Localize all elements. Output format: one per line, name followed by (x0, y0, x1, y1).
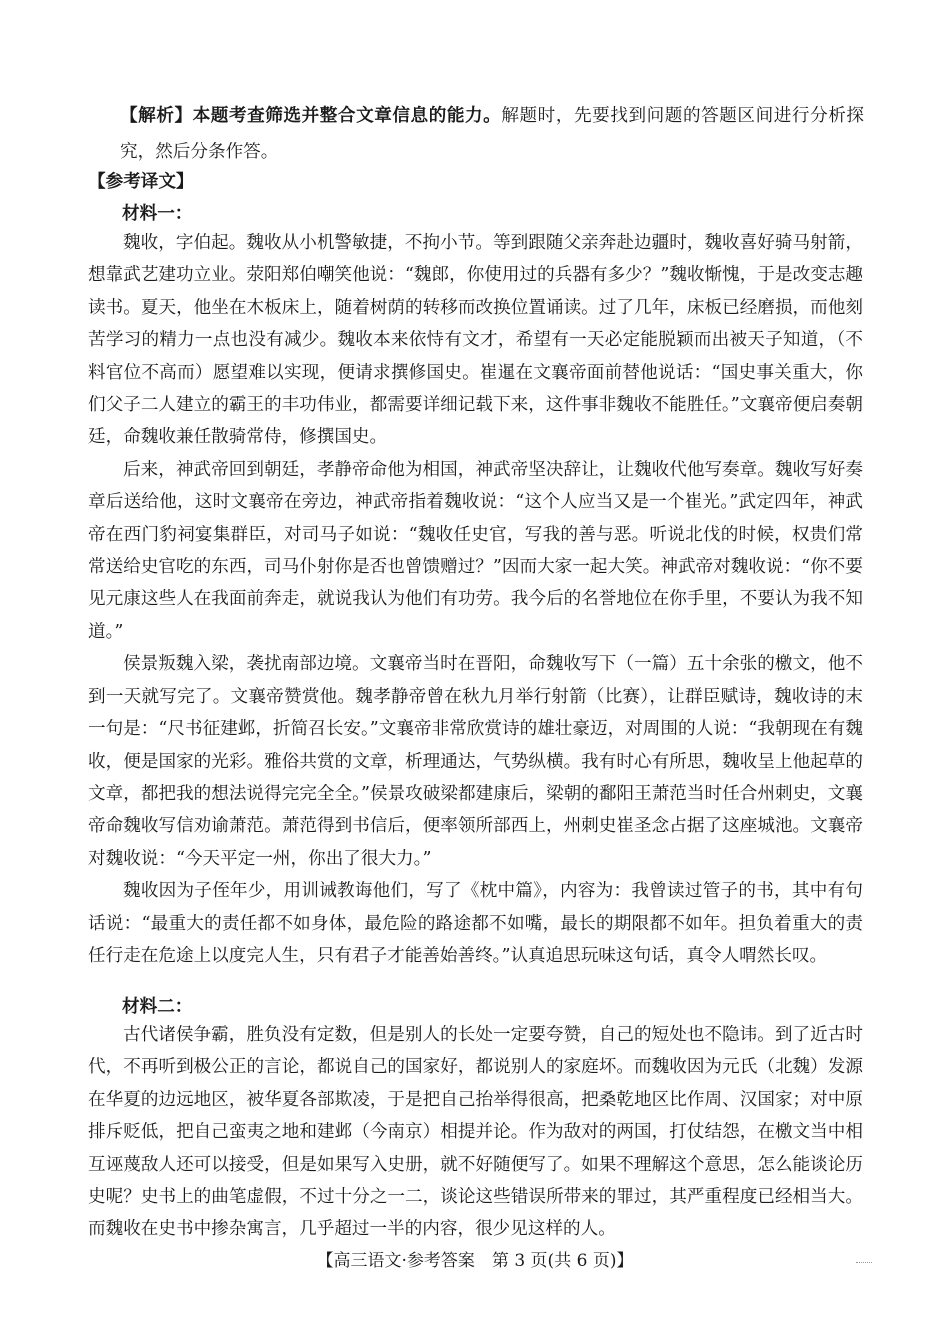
material1-paragraph: 后来，神武帝回到朝廷，孝静帝命他为相国，神武帝坚决辞让，让魏收代他写奏章。魏收写好奏章后送给他，这时文襄帝在旁边，神武帝指着魏收说：“这个人应当又是一个崔光。”武定四年，神武帝在西门豹祠宴集群臣，对司马子如说：“魏收任史官，写我的善与恶。听说北伐的时候，权贵们常常送给史官吃的东西，司马仆射你是否也曾馈赠过？”因而大家一起大笑。神武帝对魏收说：“你不要见元康这些人在我面前奔走，就说我认为他们有功劳。我今后的名誉地位在你手里，不要认为我不知道。” (88, 459, 863, 642)
material1-paragraph: 侯景叛魏入梁，袭扰南部边境。文襄帝当时在晋阳，命魏收写下（一篇）五十余张的檄文，他不到一天就写完了。文襄帝赞赏他。魏孝静帝曾在秋九月举行射箭（比赛），让群臣赋诗，魏收诗的末一句是：“尺书征建邺，折简召长安。”文襄帝非常欣赏诗的雄壮豪迈，对周围的人说：“我朝现在有魏收，便是国家的光彩。雅俗共赏的文章，析理通达，气势纵横。我有时心有所思，魏收呈上他起草的文章，都把我的想法说得完完全全。”侯景攻破梁都建康后，梁朝的鄱阳王萧范当时任合州刺史，文襄帝命魏收写信劝谕萧范。萧范得到书信后，便率领所部西上，州刺史崔圣念占据了这座城池。文襄帝对魏收说：“今天平定一州，你出了很大力。” (88, 654, 863, 869)
material1-heading: 材料一： (122, 204, 193, 224)
material1-body (88, 227, 863, 972)
material1-paragraph: 魏收，字伯起。魏收从小机警敏捷，不拘小节。等到跟随父亲奔赴边疆时，魏收喜好骑马射箭，想靠武艺建功立业。荥阳郑伯嘲笑他说：“魏郎，你使用过的兵器有多少？”魏收惭愧，于是改变志趣读书。夏天，他坐在木板床上，随着树荫的转移而改换位置诵读。过了几年，床板已经磨损，而他刻苦学习的精力一点也没有减少。魏收本来依恃有文才，希望有一天必定能脱颖而出被天子知道，（不料官位不高而）愿望难以实现，便请求撰修国史。崔暹在文襄帝面前替他说话：“国史事关重大，你们父子二人建立的霸王的丰功伟业，都需要详细记载下来，这件事非魏收不能胜任。”文襄帝便启奏朝廷，命魏收兼任散骑常侍，修撰国史。 (88, 233, 863, 448)
page-footer: 【高三语文·参考答案 第 3 页(共 6 页)】 (316, 1251, 634, 1271)
analysis-bold-text: 本题考查筛选并整合文章信息的能力。 (192, 106, 502, 126)
analysis-block (120, 98, 864, 170)
translation-heading: 【参考译文】 (88, 172, 194, 192)
material1-paragraph: 魏收因为子侄年少，用训诫教诲他们，写了《枕中篇》，内容为：我曾读过管子的书，其中有句话说：“最重大的责任都不如身体，最危险的路途都不如嘴，最长的期限都不如年。担负着重大的责任行走在危途上以度完人生，只有君子才能善始善终。”认真追思玩味这句话，真令人喟然长叹。 (88, 881, 863, 966)
material2-body (88, 1019, 863, 1246)
corner-mark (856, 1262, 872, 1263)
analysis-label: 【解析】 (120, 106, 193, 126)
material2-paragraph: 古代诸侯争霸，胜负没有定数，但是别人的长处一定要夸赞，自己的短处也不隐讳。到了近古时代，不再听到极公正的言论，都说自己的国家好，都说别人的家庭坏。而魏收因为元氏（北魏）发源在华夏的边远地区，被华夏各部欺凌，于是把自己抬举得很高，把桑乾地区比作周、汉国家；对中原排斥贬低，把自己蛮夷之地和建邺（今南京）相提并论。作为敌对的两国，打仗结怨，在檄文当中相互诬蔑敌人还可以接受，但是如果写入史册，就不好随便写了。如果不理解这个意思，怎么能谈论历史呢？史书上的曲笔虚假，不过十分之一二，谈论这些错误所带来的罪过，其严重程度已经相当大。而魏收在史书中掺杂寓言，几乎超过一半的内容，很少见这样的人。 (88, 1025, 863, 1240)
material2-heading: 材料二： (122, 997, 193, 1017)
analysis-rest-text: 解题时，先要找到问题的答题区间进行分析探究，然后分条作答。 (120, 106, 864, 162)
